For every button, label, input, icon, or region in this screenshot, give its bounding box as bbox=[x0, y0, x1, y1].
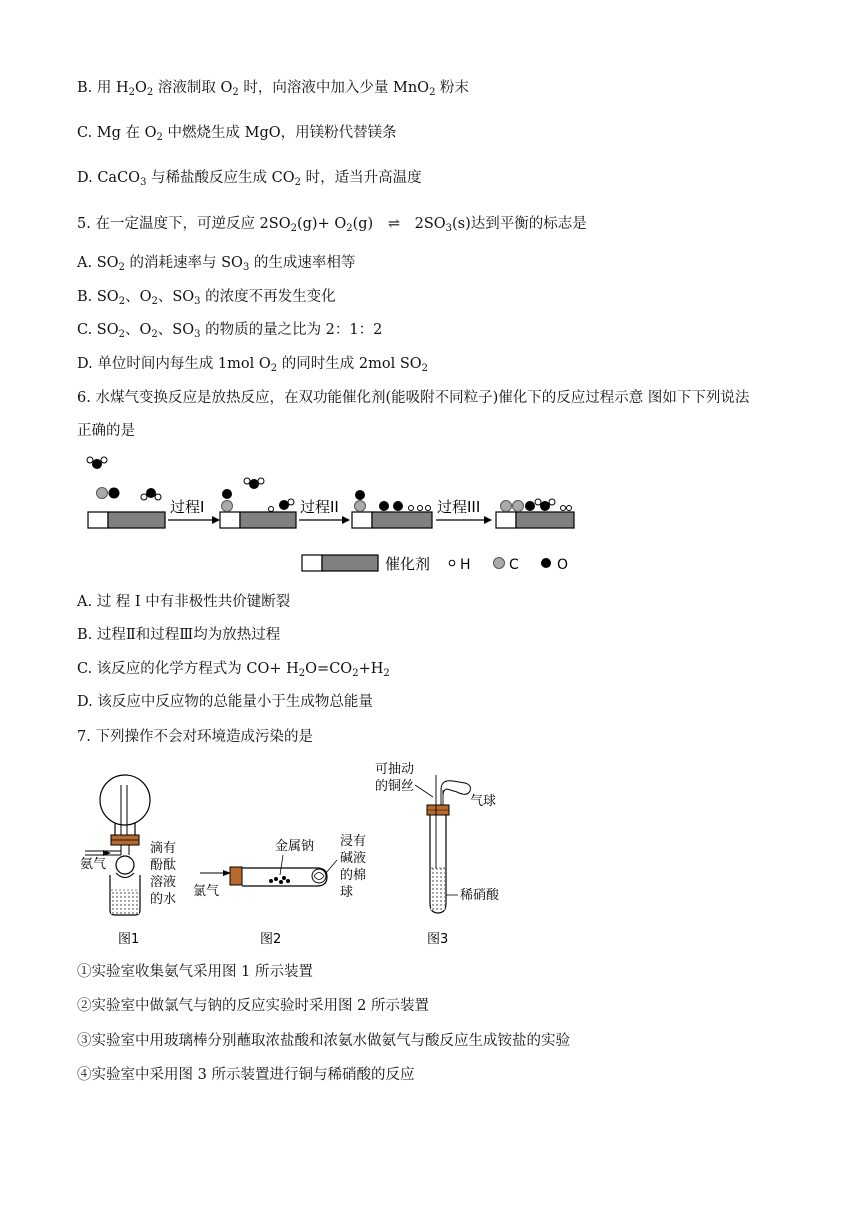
figure-3-apparatus bbox=[375, 761, 500, 947]
catalyst-stage-1 bbox=[87, 457, 165, 528]
fig3-wire-label-1: 可抽动 bbox=[375, 762, 415, 777]
fig2-gas-label: 氯气 bbox=[193, 884, 220, 899]
q5-option-d: D. 单位时间内每生成 1mol $O_2$ 的同时生成 2mol $SO_2$ bbox=[77, 356, 429, 374]
process-label-1: 过程I bbox=[170, 498, 205, 516]
q4-option-d: D. CaCO$_3$ 与稀盐酸反应生成 $CO_2$ 时，适当升高温度 bbox=[77, 170, 422, 188]
legend-catalyst-label: 催化剂 bbox=[385, 555, 431, 573]
catalyst-stage-2 bbox=[220, 478, 296, 528]
q7-apparatus-figures bbox=[75, 755, 525, 950]
process-arrow-2 bbox=[299, 498, 350, 524]
catalyst-stage-4 bbox=[496, 499, 574, 528]
fig1-liquid-label-1: 滴有 bbox=[150, 841, 177, 856]
q6-option-d: D. 该反应中反应物的总能量小于生成物总能量 bbox=[77, 694, 373, 710]
q6-option-c: C. 该反应的化学方程式为 $CO+ H_2O=CO_2+H_2$ bbox=[77, 661, 390, 679]
diagram-legend bbox=[302, 555, 568, 573]
fig1-liquid-label-4: 的水 bbox=[150, 892, 177, 907]
fig2-cotton-label-4: 球 bbox=[340, 885, 354, 900]
catalyst-stage-3 bbox=[352, 490, 432, 528]
q5-option-c: C. $SO_2$、$O_2$、$SO_3$ 的物质的量之比为 2：1：2 bbox=[77, 322, 383, 340]
fig2-cotton-label-3: 的棉 bbox=[340, 868, 367, 883]
q7-item-3: ③实验室中用玻璃棒分别蘸取浓盐酸和浓氨水做氨气与酸反应生成铵盐的实验 bbox=[77, 1033, 570, 1049]
legend-c-label: C bbox=[509, 557, 519, 573]
q5-option-b: B. $SO_2$、$O_2$、$SO_3$ 的浓度不再发生变化 bbox=[77, 289, 336, 307]
q7-item-2: ②实验室中做氯气与钠的反应实验时采用图 2 所示装置 bbox=[77, 998, 429, 1014]
q6-stem-line2: 正确的是 bbox=[77, 423, 135, 439]
equilibrium-arrow: ⇌ bbox=[387, 216, 400, 232]
figure-1-apparatus bbox=[80, 775, 176, 947]
q5-option-a: A. $SO_2$ 的消耗速率与 $SO_3$ 的生成速率相等 bbox=[77, 255, 356, 273]
q6-reaction-diagram bbox=[80, 452, 600, 577]
process-label-3: 过程III bbox=[437, 498, 481, 516]
figure-2-apparatus bbox=[193, 834, 366, 947]
fig2-cotton-label-2: 碱液 bbox=[340, 851, 367, 866]
q7-stem: 7. 下列操作不会对环境造成污染的是 bbox=[77, 729, 313, 745]
fig1-liquid-label-3: 溶液 bbox=[150, 875, 177, 890]
fig3-wire-label-2: 的铜丝 bbox=[375, 779, 415, 794]
fig1-gas-label: 氨气 bbox=[80, 857, 107, 872]
fig1-liquid-label-2: 酚酞 bbox=[150, 858, 177, 873]
q4-option-b: B. 用 $H_2O_2$ 溶液制取 $O_2$ 时，向溶液中加入少量 MnO$_2$ 粉末 bbox=[77, 80, 470, 98]
process-label-2: 过程II bbox=[300, 498, 339, 516]
fig2-caption: 图2 bbox=[260, 932, 282, 947]
q6-option-a: A. 过 程 I 中有非极性共价键断裂 bbox=[77, 594, 291, 610]
fig2-cotton-label-1: 浸有 bbox=[340, 834, 367, 849]
water-molecule bbox=[141, 488, 161, 500]
water-molecule bbox=[87, 457, 107, 469]
fig3-acid-label: 稀硝酸 bbox=[460, 888, 500, 903]
legend-o-label: O bbox=[557, 557, 569, 573]
q6-option-b: B. 过程Ⅱ和过程Ⅲ均为放热过程 bbox=[77, 627, 281, 643]
fig3-caption: 图3 bbox=[427, 932, 449, 947]
process-arrow-1 bbox=[168, 498, 220, 524]
q6-stem-line1: 6. 水煤气变换反应是放热反应，在双功能催化剂(能吸附不同粒子)催化下的反应过程示意 图如下下列说法 bbox=[77, 390, 750, 406]
co-molecule bbox=[97, 488, 120, 499]
fig1-caption: 图1 bbox=[118, 932, 140, 947]
process-arrow-3 bbox=[436, 498, 492, 524]
legend-h-label: H bbox=[460, 557, 471, 573]
q7-item-1: ①实验室收集氨气采用图 1 所示装置 bbox=[77, 964, 313, 980]
fig2-metal-label: 金属钠 bbox=[275, 839, 315, 854]
q7-item-4: ④实验室中采用图 3 所示装置进行铜与稀硝酸的反应 bbox=[77, 1067, 415, 1083]
q4-option-c: C. Mg 在 $O_2$ 中燃烧生成 MgO，用镁粉代替镁条 bbox=[77, 125, 397, 143]
fig3-balloon-label: 气球 bbox=[470, 794, 497, 809]
q5-stem: 5. 在一定温度下，可逆反应 $2SO_2(g)+ O_2(g)$ ⇌ $2SO_3(s)$达到平衡的标志是 bbox=[77, 216, 587, 234]
